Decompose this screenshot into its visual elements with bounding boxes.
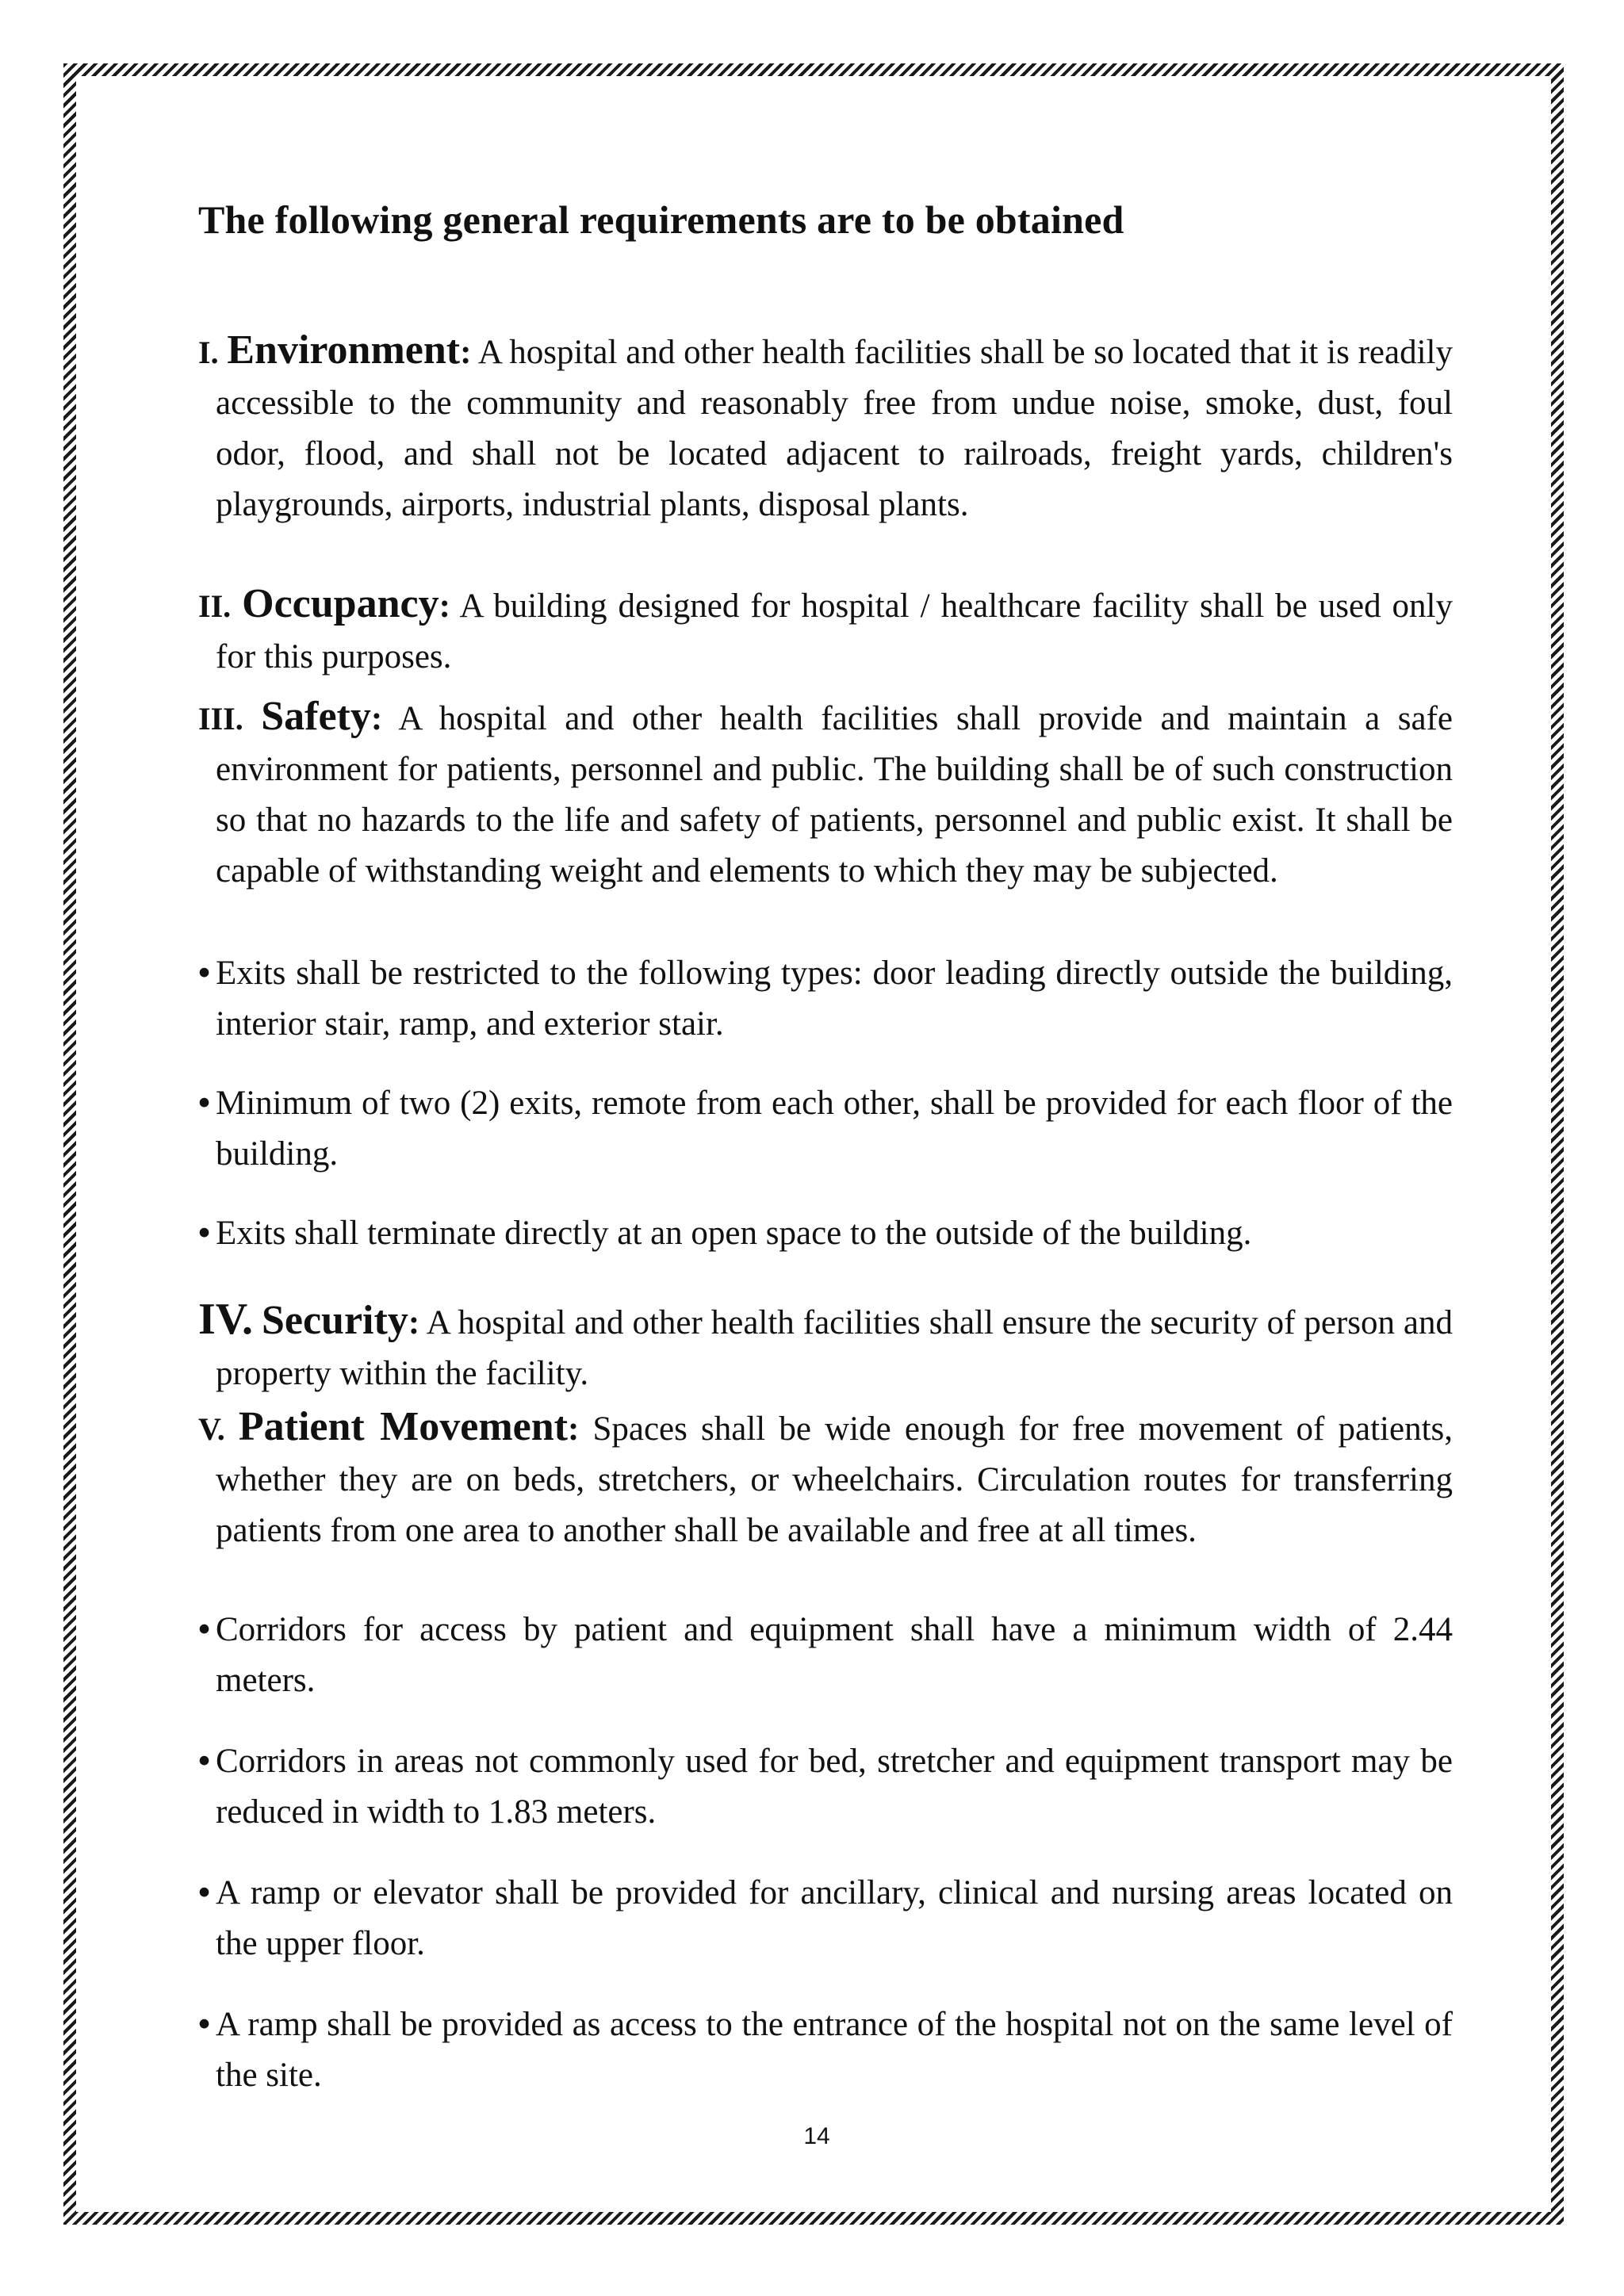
page-number: 14 [803, 2123, 830, 2149]
section-title: Patient Movement [238, 1404, 568, 1449]
bullet-text: A ramp shall be provided as access to the entrance of the hospital not on the same level of the site. [216, 2006, 1453, 2094]
section-colon: : [408, 1304, 420, 1341]
section-number: I. [198, 335, 219, 370]
section-text: A hospital and other health facilities shall provide and maintain a safe environment for patients, personnel and public. The building shall be of such construction so that no hazards to the life and safety of patients, personnel and public exist. It shall be capable of withstanding weight and elements to which they may be subjected. [216, 700, 1453, 890]
section-text: A building designed for hospital / healthcare facility shall be used only for this purposes. [216, 587, 1454, 675]
page-heading: The following general requirements are to be obtained [198, 197, 1124, 242]
section-security [198, 1294, 1453, 1399]
section-occupancy [198, 579, 1453, 683]
bullet-icon: • [198, 1611, 211, 1648]
bullet-text: Corridors in areas not commonly used for bed, stretcher and equipment transport may be reduced in width to 1.83 meters. [216, 1743, 1453, 1831]
safety-bullet [198, 1208, 1453, 1259]
section-number: III. [198, 701, 243, 737]
section-environment [198, 325, 1453, 530]
section-text: Spaces shall be wide enough for free movement of patients, whether they are on beds, stretchers, or wheelchairs. Circulation routes for transferring patients from one area to another shall be available and free at all times. [216, 1410, 1454, 1549]
bullet-icon: • [198, 1743, 211, 1780]
section-title: Occupancy [242, 581, 439, 626]
section-number: V. [198, 1411, 225, 1447]
bullet-icon: • [198, 2006, 211, 2043]
section-title: Safety [261, 694, 371, 739]
section-colon: : [460, 334, 472, 371]
section-colon: : [567, 1410, 580, 1448]
bullet-icon: • [198, 1874, 211, 1911]
bullet-text: A ramp or elevator shall be provided for ancillary, clinical and nursing areas located on the upper floor. [216, 1874, 1453, 1962]
section-text: A hospital and other health facilities shall ensure the security of person and property within the facility. [216, 1304, 1454, 1392]
section-title: Environment [227, 327, 461, 373]
safety-bullet [198, 948, 1453, 1050]
bullet-icon: • [198, 955, 211, 992]
bullet-text: Exits shall terminate directly at an open space to the outside of the building. [216, 1215, 1252, 1252]
bullet-text: Minimum of two (2) exits, remote from each other, shall be provided for each floor of the building. [216, 1085, 1453, 1173]
bullet-icon: • [198, 1085, 211, 1122]
section-safety [198, 691, 1453, 897]
bullet-icon: • [198, 1215, 211, 1252]
patient-movement-bullet [198, 1868, 1453, 1969]
patient-movement-bullet [198, 1736, 1453, 1838]
patient-movement-bullet [198, 1999, 1453, 2101]
section-colon: : [370, 700, 383, 737]
section-patient-movement [198, 1402, 1453, 1556]
bullet-text: Exits shall be restricted to the following types: door leading directly outside the building, interior stair, ramp, and exterior stair. [216, 955, 1453, 1043]
section-text: A hospital and other health facilities shall be so located that it is readily accessible to the community and reasonably free from undue noise, smoke, dust, foul odor, flood, and shall not be located adjacent to railroads, freight yards, children's playgrounds, airports, industrial plants, disposal plants. [216, 334, 1453, 523]
safety-bullet [198, 1078, 1453, 1180]
section-colon: : [439, 587, 450, 625]
bullet-text: Corridors for access by patient and equipment shall have a minimum width of 2.44 meters. [216, 1611, 1453, 1699]
patient-movement-bullet [198, 1605, 1453, 1706]
section-title: Security [261, 1298, 408, 1343]
section-number: IV. [198, 1295, 254, 1344]
section-number: II. [198, 588, 232, 624]
